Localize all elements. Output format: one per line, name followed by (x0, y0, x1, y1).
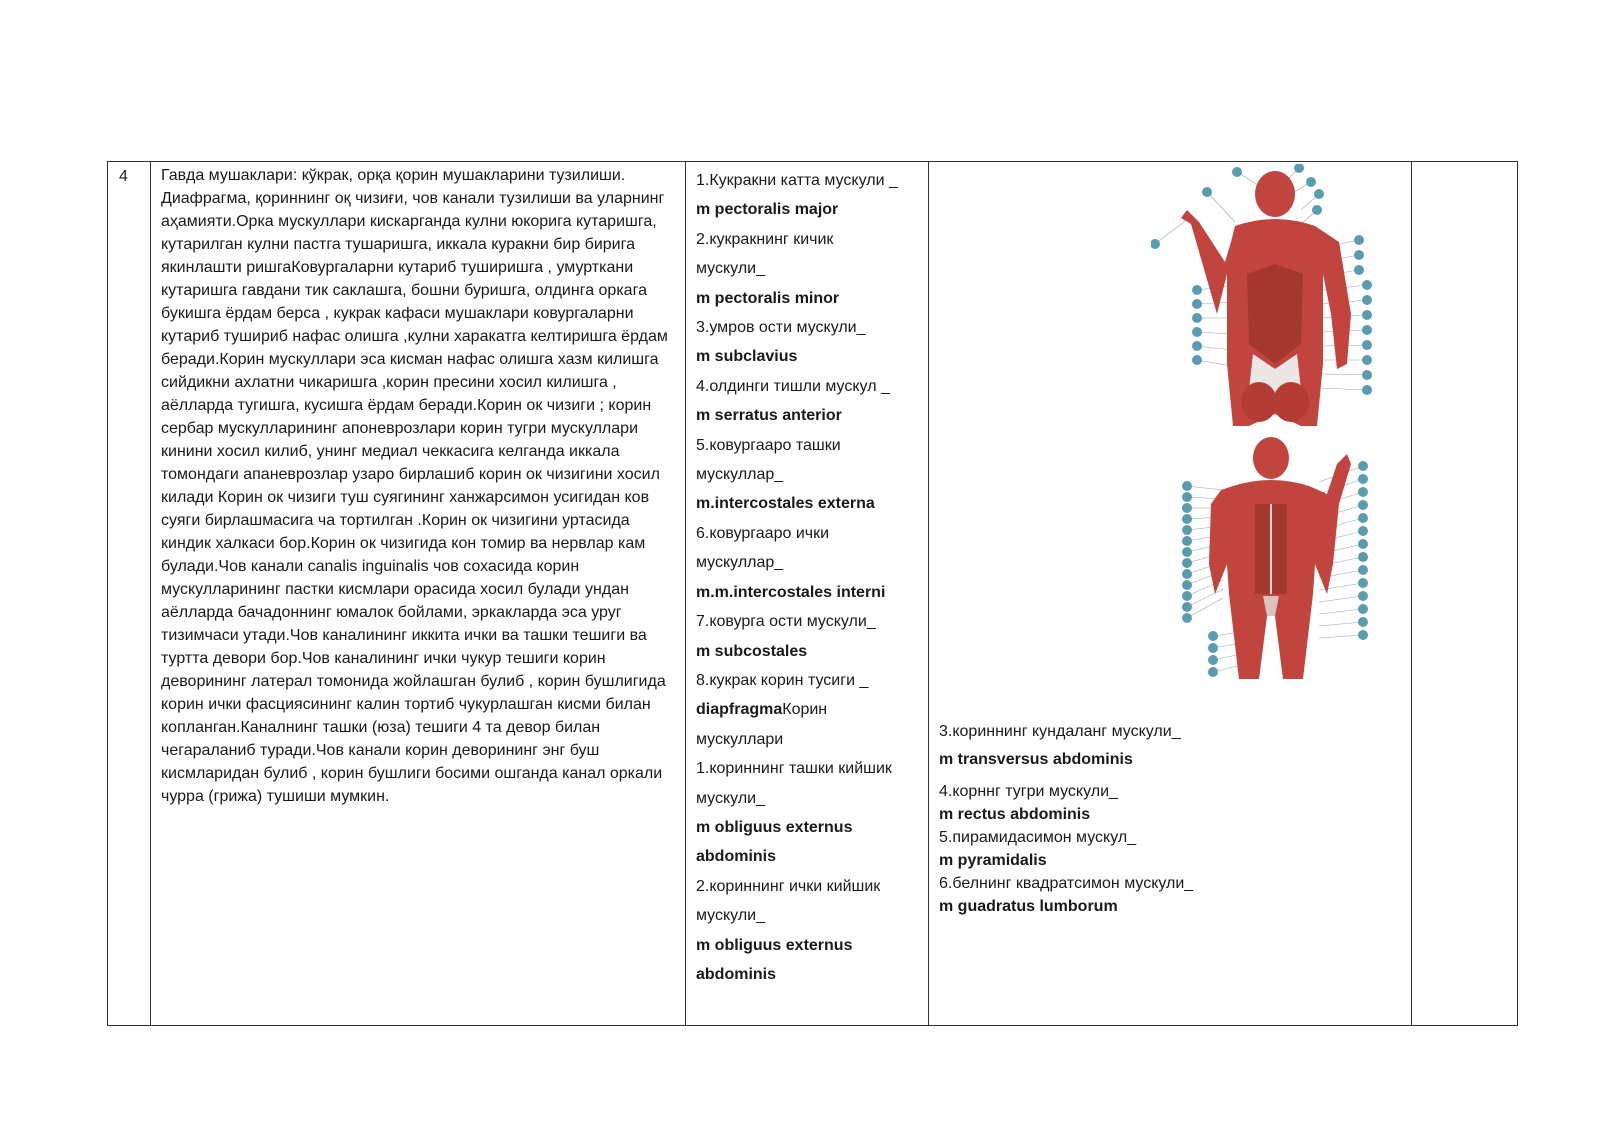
figure-cell (929, 162, 1412, 1026)
term-line: 6.белнинг квадратсимон мускули_ (939, 875, 1194, 892)
label-leader-line (1197, 332, 1231, 334)
label-bubble (1362, 280, 1372, 290)
term-line-mixed (696, 695, 924, 724)
label-bubble (1182, 558, 1192, 568)
label-leader-line (1187, 486, 1223, 490)
latin-term: abdominis (696, 848, 777, 866)
label-bubble (1192, 327, 1202, 337)
latin-term: m pectoralis minor (696, 289, 840, 307)
table-row (108, 162, 1518, 1026)
term-line: 5.ковургааро ташки (696, 436, 841, 454)
label-bubble (1362, 325, 1372, 335)
term-line: 4.корннг тугри мускули_ (939, 783, 1118, 800)
label-bubble (1358, 617, 1368, 627)
label-bubble (1208, 643, 1218, 653)
label-bubble (1192, 313, 1202, 323)
latin-term: m pyramidalis (939, 852, 1047, 869)
content-table (107, 161, 1518, 1026)
term-line: 8.кукрак корин тусиги _ (696, 671, 869, 689)
label-bubble (1192, 299, 1202, 309)
label-bubble (1354, 250, 1364, 260)
term-line: 3.кориннинг кундаланг мускули_ (939, 723, 1181, 740)
label-leader-line (1187, 589, 1223, 607)
term-line: мускуллар_ (696, 466, 784, 484)
latin-term: m subclavius (696, 348, 798, 366)
label-bubble (1182, 481, 1192, 491)
label-leader-line (1155, 218, 1189, 244)
label-bubble (1192, 355, 1202, 365)
latin-term: m.m.intercostales interni (696, 583, 886, 601)
latin-term: m rectus abdominis (939, 806, 1091, 823)
term-line: мускуллар_ (696, 554, 784, 572)
label-leader-line (1197, 346, 1231, 350)
label-bubble (1192, 285, 1202, 295)
label-bubble (1182, 580, 1192, 590)
label-bubble (1354, 235, 1364, 245)
term-line: мускули_ (696, 260, 765, 278)
label-leader-line (1187, 598, 1223, 618)
terms-list (686, 162, 928, 989)
label-leader-line (1319, 622, 1363, 626)
label-bubble (1182, 525, 1192, 535)
term-line: 6.ковургааро ички (696, 524, 830, 542)
row-number-cell (108, 162, 151, 1026)
term-line: 1.Кукракни катта мускули _ (696, 172, 898, 189)
label-bubble (1362, 385, 1372, 395)
label-bubble (1151, 239, 1160, 249)
latin-term: m subcostales (696, 642, 808, 660)
latin-term: m obliguus externus (696, 936, 853, 954)
label-bubble (1358, 487, 1368, 497)
label-bubble (1306, 177, 1316, 187)
label-bubble (1358, 461, 1368, 471)
term-line: мускуллари (696, 730, 784, 748)
latin-term: m transversus abdominis (939, 751, 1133, 768)
label-bubble (1362, 370, 1372, 380)
label-bubble (1182, 569, 1192, 579)
label-bubble (1182, 602, 1192, 612)
label-bubble (1202, 187, 1212, 197)
latin-term: m guadratus lumborum (939, 898, 1118, 915)
latin-term: m pectoralis major (696, 201, 839, 219)
front-view-figure (1209, 437, 1351, 679)
row-number: 4 (119, 168, 128, 185)
label-bubble (1358, 604, 1368, 614)
label-leader-line (1319, 635, 1363, 638)
term-line: мускули_ (696, 907, 765, 925)
term-line: 2.кукракнинг кичик (696, 230, 834, 248)
label-bubble (1358, 591, 1368, 601)
term-line: 5.пирамидасимон мускул_ (939, 829, 1137, 846)
label-bubble (1362, 295, 1372, 305)
label-bubble (1358, 539, 1368, 549)
label-bubble (1208, 655, 1218, 665)
label-bubble (1358, 552, 1368, 562)
label-leader-line (1321, 374, 1367, 375)
label-bubble (1182, 536, 1192, 546)
label-bubble (1358, 526, 1368, 536)
latin-term: m.intercostales externa (696, 495, 875, 513)
label-bubble (1208, 631, 1218, 641)
label-leader-line (1319, 609, 1363, 614)
label-bubble (1358, 578, 1368, 588)
label-leader-line (1319, 596, 1363, 602)
label-bubble (1208, 667, 1218, 677)
empty-cell (1412, 162, 1518, 1026)
label-bubble (1358, 474, 1368, 484)
terms-cell (686, 162, 929, 1026)
term-line: 2.кориннинг ички кийшик (696, 877, 881, 895)
label-bubble (1362, 340, 1372, 350)
label-bubble (1182, 547, 1192, 557)
label-bubble (1182, 492, 1192, 502)
term-line: Корин (782, 701, 828, 719)
label-bubble (1192, 341, 1202, 351)
label-bubble (1182, 613, 1192, 623)
label-bubble (1358, 565, 1368, 575)
label-bubble (1314, 189, 1324, 199)
latin-term: m serratus anterior (696, 407, 842, 425)
term-line: 3.умров ости мускули_ (696, 319, 866, 337)
latin-term: diapfragma (696, 701, 783, 719)
label-bubble (1182, 503, 1192, 513)
description-cell (151, 162, 686, 1026)
term-line: 7.ковурга ости мускули_ (696, 613, 876, 631)
label-leader-line (1197, 360, 1231, 366)
label-bubble (1182, 591, 1192, 601)
latin-term: abdominis (696, 965, 777, 983)
latin-term: m obliguus externus (696, 818, 853, 836)
back-view-figure (1181, 171, 1351, 426)
label-bubble (1232, 167, 1242, 177)
label-bubble (1312, 205, 1322, 215)
label-bubble (1354, 265, 1364, 275)
term-line: 4.олдинги тишли мускул _ (696, 377, 890, 395)
label-bubble (1358, 500, 1368, 510)
label-bubble (1358, 630, 1368, 640)
label-bubble (1358, 513, 1368, 523)
label-leader-line (1207, 192, 1235, 222)
human-muscle-anatomy-illustration (1151, 164, 1401, 684)
label-bubble (1182, 514, 1192, 524)
term-line: мускули_ (696, 789, 765, 807)
figure-terms-list (939, 718, 1193, 918)
label-leader-line (1321, 388, 1367, 390)
label-bubble (1362, 310, 1372, 320)
term-line: 1.кориннинг ташки кийшик (696, 760, 892, 778)
description-text: Гавда мушаклари: кўкрак, орқа қорин мушакларини тузилиши. Диафрагма, қориннинг оқ чизиғи, чов канали тузилиши ва уларнинг аҳамияти.Орка мускуллари кискарганда кулни юкорига кутаришга, кутарилган кулни пастга тушаришга, иккала куракни бир бирига якинлашти ришгаКовургаларни кутариб туширишга , умурткани кутаришга гавдани тик саклашга, бошни буришга, олдинга оркага букишга ёрдам берса , кукрак кафаси мушаклари ковургаларни кутариб тушириб нафас олишга ,кулни харакатга келтиришга ёрдам беради.Корин мускуллари эса кисман нафас олишга хазм килишга сийдикни ахлатни чикаришга ,корин пресини хосил килишга , аёлларда тугишга, кусишга ёрдам беради.Корин ок чизиги ; корин сербар мускулларининг апоневрозлари корин тугри мускуллари кинини хосил килиб, унинг медиал чеккасига келганда иккала томондаги апаневрозлар узаро бирлашиб корин ок чизигини хосил килади Корин ок чизиги туш суягининг ханжарсимон усигидан ков суяги бирлашмасига ча тортилган .Корин ок чизигини уртасида киндик халкаси бор.Корин ок чизигида кон томир ва нервлар кам булади.Чов канали canalis inguinalis чов сохасида корин мускулларининг пастки кисмлари орасида хосил булади ундан аёлларда бачадоннинг юмалок бойлами, эркакларда эса уруг тизимчаси утади.Чов каналининг иккита ички ва ташки тешиги ва туртта девори бор.Чов каналининг ички чукур тешиги корин деворининг латерал томонида жойлашган булиб , корин бушлигида корин ички фасциясининг калин тортиб чукурлашган кисми билан копланган.Каналнинг ташки (юза) тешиги 4 та девор билан чегараланиб туради.Чов канали корин деворининг энг буш кисмларидан булиб , корин бушлиги босими ошганда канал оркали чурра (грижа) тушиши мумкин. (161, 167, 668, 805)
label-bubble (1362, 355, 1372, 365)
